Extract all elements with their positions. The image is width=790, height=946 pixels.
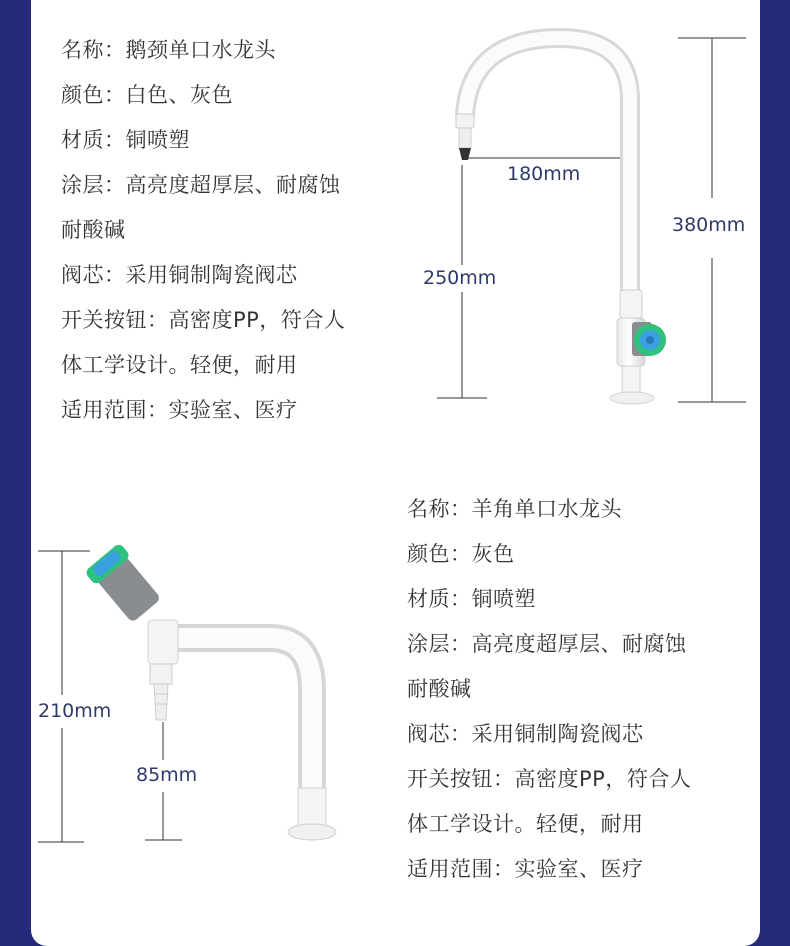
spec-coating-cont: 耐酸碱 <box>407 677 472 701</box>
gooseneck-spout-height-label: 250mm <box>423 267 497 289</box>
spec-button-cont: 体工学设计。轻便，耐用 <box>407 812 644 836</box>
angle-faucet-image <box>84 542 336 840</box>
spec-valve: 阀芯：采用铜制陶瓷阀芯 <box>407 722 644 746</box>
angle-height-label: 210mm <box>38 700 112 722</box>
spec-color: 颜色：灰色 <box>407 542 515 566</box>
spec-valve: 阀芯：采用铜制陶瓷阀芯 <box>61 263 298 287</box>
gooseneck-height-label: 380mm <box>672 214 746 236</box>
spec-coating-cont: 耐酸碱 <box>61 218 126 242</box>
spec-material: 材质：铜喷塑 <box>61 128 190 152</box>
spec-button: 开关按钮：高密度PP，符合人 <box>407 767 692 791</box>
spec-button-cont: 体工学设计。轻便，耐用 <box>61 353 298 377</box>
spec-coating: 涂层：高亮度超厚层、耐腐蚀 <box>61 173 341 197</box>
gooseneck-faucet-image <box>456 38 666 404</box>
spec-name: 名称：鹅颈单口水龙头 <box>61 38 276 62</box>
angle-spout-height-label: 85mm <box>136 764 198 786</box>
spec-usage: 适用范围：实验室、医疗 <box>61 398 298 422</box>
spec-coating: 涂层：高亮度超厚层、耐腐蚀 <box>407 632 687 656</box>
gooseneck-reach-label: 180mm <box>507 163 581 185</box>
spec-name: 名称：羊角单口水龙头 <box>407 497 622 521</box>
spec-material: 材质：铜喷塑 <box>407 587 536 611</box>
spec-button: 开关按钮：高密度PP，符合人 <box>61 308 346 332</box>
spec-color: 颜色：白色、灰色 <box>61 83 233 107</box>
spec-usage: 适用范围：实验室、医疗 <box>407 857 644 881</box>
